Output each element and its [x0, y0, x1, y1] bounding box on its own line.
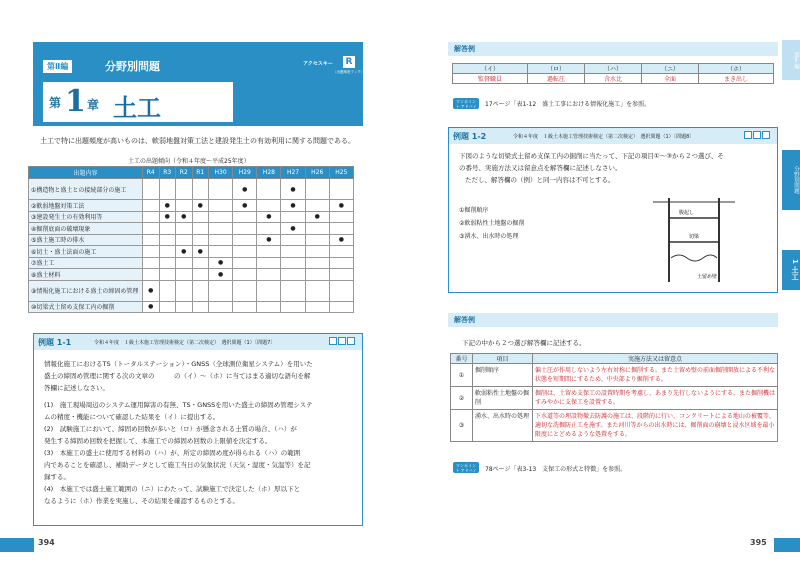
measures-table — [450, 353, 778, 442]
example-item: ②軟弱粘性土地盤の掘削 — [459, 220, 525, 227]
example-line: (2) 試験施工において、締固め回数が多いと（ロ）が懸念される土質の場合、（ハ）が — [44, 425, 297, 433]
table-cell — [192, 179, 209, 200]
row-label: ⑧盛土材料 — [29, 269, 143, 281]
table-cell: 軟弱粘性土地盤の掘削 — [473, 387, 533, 410]
example-label: 例題 1-1 — [38, 338, 72, 347]
table-cell: 掘削順序 — [473, 364, 533, 387]
table-caption: 土工の出題傾向（令和４年度～平成25年度） — [128, 158, 250, 165]
intro-text: 土工で特に出題頻度が高いものは、軟弱地盤対策工法と建設発生土の有効利用に関する問題である。 — [40, 137, 355, 145]
chapter-heading — [43, 82, 233, 122]
table-cell: ● — [159, 200, 176, 212]
example-line: 情報化施工におけるTS（トータルステーション）・GNSS（全球測位衛星システム）を用いた — [44, 360, 313, 368]
table-cell — [281, 211, 305, 223]
table-cell: ● — [257, 211, 281, 223]
part-tag: 第Ⅱ編 — [43, 60, 72, 73]
example-body — [44, 358, 354, 507]
table-cell: 湧水、出水時の処理 — [473, 410, 533, 442]
table-cell — [209, 280, 233, 301]
table-cell — [305, 280, 329, 301]
table-cell — [329, 257, 353, 269]
table-cell — [192, 280, 209, 301]
answer-head: （イ） — [453, 64, 528, 74]
table-cell: 偏土圧が作用しないよう左右対称に掘削する。また土留め壁の前面掘削開放による不利な状態を短期間にするため、中央部より掘削する。 — [533, 364, 778, 387]
table-cell — [305, 179, 329, 200]
table-cell — [159, 301, 176, 313]
table-cell — [209, 179, 233, 200]
table-cell — [209, 223, 233, 235]
table-cell: ● — [192, 246, 209, 258]
check-box[interactable] — [762, 131, 770, 139]
table-cell — [159, 269, 176, 281]
column-header-year: H29 — [233, 167, 257, 179]
check-box[interactable] — [753, 131, 761, 139]
table-cell — [159, 257, 176, 269]
table-cell — [305, 223, 329, 235]
table-row — [451, 410, 778, 442]
side-index-chapter: 1 土工 — [782, 250, 800, 290]
table-cell — [192, 234, 209, 246]
table-cell — [176, 179, 193, 200]
table-cell — [209, 246, 233, 258]
table-cell — [329, 301, 353, 313]
example-meta: 令和４年度 １級土木施工管理技術検定（第二次検定） 選択問題（1）〔問題8〕 — [513, 134, 695, 140]
table-cell — [257, 200, 281, 212]
example-meta: 令和４年度 １級土木施工管理技術検定（第二次検定） 選択問題（1）〔問題7〕 — [94, 340, 276, 346]
table-cell — [257, 179, 281, 200]
example-line: (3) 本施工の盛土に使用する材料の（ハ）が、所定の締固め度が得られる（ハ）の範囲 — [44, 449, 301, 457]
table-cell — [257, 246, 281, 258]
example-line: 発生する締固め回数を把握して、本施工での締固め回数の上限値を決定する。 — [44, 437, 272, 445]
column-header-year: R4 — [143, 167, 160, 179]
table-cell — [143, 234, 160, 246]
answer-head: （ロ） — [527, 64, 584, 74]
table-cell — [305, 200, 329, 212]
table-row — [29, 200, 354, 212]
example-line: (1) 施工現場周辺のシステム運用障害の有無、TS・GNSSを用いた盛土の締固め管理システ — [44, 401, 313, 409]
table-cell: 掘削は、土留め支保工の設置時期を考慮し、あまり先行しないようにする。また掘削機はすみやかに支保工を設置する。 — [533, 387, 778, 410]
column-header-year: R1 — [192, 167, 209, 179]
check-box[interactable] — [338, 337, 346, 345]
table-cell — [233, 280, 257, 301]
answer-intro: 下記の中から２つ選び解答欄に記述する。 — [462, 339, 586, 347]
table-cell — [233, 234, 257, 246]
table-cell — [176, 269, 193, 281]
example-item: ①掘削順序 — [459, 207, 489, 214]
example-line: 内であることを確認し、補助データとして施工当日の気象状況（天気・湿度・気温等）を記 — [44, 461, 311, 469]
checkboxes — [743, 131, 770, 141]
row-label: ⑤盛土施工時の排水 — [29, 234, 143, 246]
answer-heads — [453, 64, 774, 74]
row-label: ③建設発生土の有効利用等 — [29, 211, 143, 223]
table-cell — [329, 246, 353, 258]
table-header-row — [29, 167, 354, 179]
table-cell — [192, 269, 209, 281]
part-title: 分野別問題 — [105, 60, 160, 73]
table-row — [29, 223, 354, 235]
answer-header — [448, 313, 778, 327]
page-number-bar — [0, 538, 34, 552]
chapter-dai: 第 — [49, 96, 62, 110]
table-cell: ② — [451, 387, 473, 410]
table-cell — [281, 257, 305, 269]
table-cell: ● — [329, 200, 353, 212]
table-cell — [159, 234, 176, 246]
example-line: ただし、解答欄の（例）と同一内容は不可とする。 — [465, 176, 615, 184]
side-index-section: 分野別問題 — [782, 150, 800, 210]
answer-head: （ホ） — [698, 64, 773, 74]
table-cell — [143, 269, 160, 281]
table-cell: ● — [143, 280, 160, 301]
table-cell: ● — [329, 234, 353, 246]
column-header: 番号 — [451, 354, 473, 364]
example-line: 下図のような切梁式土留め支保工内の掘削に当たって、下記の項目①～③から２つ選び、そ — [459, 152, 724, 160]
table-row — [451, 364, 778, 387]
chapter-title: 土工 — [113, 94, 161, 122]
page-number: 395 — [750, 538, 767, 547]
table-cell — [305, 257, 329, 269]
answer-value: 含水比 — [584, 74, 641, 84]
table-cell — [233, 269, 257, 281]
table-cell — [176, 257, 193, 269]
table-cell — [281, 280, 305, 301]
table-cell — [192, 211, 209, 223]
answer-value: まき出し — [698, 74, 773, 84]
table-cell — [233, 301, 257, 313]
excavation-bottom — [671, 255, 717, 261]
table-cell — [305, 269, 329, 281]
row-label: ①構造物と盛土との接続部分の施工 — [29, 179, 143, 200]
column-header-year: H28 — [257, 167, 281, 179]
row-label: ④掘削底面の破壊現象 — [29, 223, 143, 235]
column-header-year: R3 — [159, 167, 176, 179]
table-cell — [305, 301, 329, 313]
example-line: の番号、実施方法又は留意点を解答欄に記述しなさい。 — [459, 164, 622, 172]
table-cell — [329, 211, 353, 223]
table-row — [29, 179, 354, 200]
example-item: ③湧水、出水時の処理 — [459, 233, 519, 240]
onepoint-text: 17ページ「表1-12 盛土工事における情報化施工」を参照。 — [485, 101, 651, 108]
column-header: 項目 — [473, 354, 533, 364]
table-cell — [233, 223, 257, 235]
example-header — [449, 128, 777, 144]
example-1-2-box — [448, 127, 778, 293]
onepoint-badge: ワンポイント アドバイス — [453, 98, 479, 109]
diagram-label: 土留め壁 — [697, 274, 718, 280]
answer-value: 監督職員 — [453, 74, 528, 84]
table-cell: ● — [281, 223, 305, 235]
table-cell: ● — [176, 211, 193, 223]
side-index-part: 第Ⅱ編 — [782, 40, 800, 80]
table-cell — [257, 301, 281, 313]
table-cell — [233, 211, 257, 223]
table-cell — [209, 211, 233, 223]
row-label: ⑦盛土工 — [29, 257, 143, 269]
check-box[interactable] — [347, 337, 355, 345]
table-cell — [329, 179, 353, 200]
diagram-label: 腹起し — [679, 210, 695, 216]
table-cell: ● — [209, 269, 233, 281]
table-cell — [159, 280, 176, 301]
table-cell — [329, 223, 353, 235]
column-header-year: R2 — [176, 167, 193, 179]
table-row — [29, 257, 354, 269]
table-cell: ● — [143, 301, 160, 313]
access-key-label: アクセスキー — [303, 61, 333, 67]
table-cell — [281, 234, 305, 246]
table-cell: ● — [192, 200, 209, 212]
answer-head: （ハ） — [584, 64, 641, 74]
table-cell — [159, 223, 176, 235]
table-cell — [159, 179, 176, 200]
table-row — [29, 234, 354, 246]
table-cell — [143, 200, 160, 212]
access-rank-sub: （出題頻度ランク） — [333, 70, 365, 74]
column-header: 実施方法又は留意点 — [533, 354, 778, 364]
row-label: ⑨情報化施工における盛土の締固め管理 — [29, 280, 143, 301]
column-header-topic: 出題内容 — [29, 167, 143, 179]
table-cell — [329, 280, 353, 301]
example-items — [459, 204, 524, 243]
table-cell — [257, 280, 281, 301]
example-line: 答欄に記述しなさい。 — [44, 384, 109, 392]
answer-header — [448, 42, 778, 56]
table-row — [29, 280, 354, 301]
table-cell — [143, 211, 160, 223]
table-cell — [176, 280, 193, 301]
example-label: 例題 1-2 — [453, 132, 487, 141]
table-row — [29, 211, 354, 223]
table-cell — [192, 223, 209, 235]
table-cell: ● — [233, 179, 257, 200]
shoring-diagram — [649, 190, 739, 285]
row-label: ②軟弱地盤対策工法 — [29, 200, 143, 212]
table-cell: ● — [281, 179, 305, 200]
example-body — [459, 150, 769, 186]
frequency-table — [28, 166, 354, 313]
table-header-row — [451, 354, 778, 364]
answer-value: 過転圧 — [527, 74, 584, 84]
answer-label: 解答例 — [454, 316, 475, 324]
table-cell: ● — [176, 246, 193, 258]
example-line: (4) 本施工では盛土施工範囲の（ニ）にわたって、試験施工で決定した（ホ）厚以下と — [44, 485, 301, 493]
column-header-year: H25 — [329, 167, 353, 179]
check-box[interactable] — [329, 337, 337, 345]
example-line: なるように（ホ）作業を実施し、その結果を確認するものとする。 — [44, 497, 239, 505]
example-header — [34, 334, 362, 350]
table-cell — [257, 269, 281, 281]
table-cell: ① — [451, 364, 473, 387]
column-header-year: H27 — [281, 167, 305, 179]
table-cell: ● — [233, 200, 257, 212]
diagram-label: 切梁 — [689, 234, 700, 240]
table-cell — [159, 246, 176, 258]
chapter-banner — [33, 42, 363, 126]
page-number-bar — [774, 538, 800, 552]
table-row — [29, 269, 354, 281]
table-cell: ● — [281, 200, 305, 212]
table-cell — [281, 301, 305, 313]
table-cell — [143, 246, 160, 258]
table-cell — [176, 301, 193, 313]
table-cell — [143, 179, 160, 200]
table-cell — [209, 200, 233, 212]
table-cell — [329, 269, 353, 281]
example-line: 盛土の締固め管理に関する次の文章の の（イ）～（ホ）に当てはまる適切な語句を解 — [44, 372, 311, 380]
example-line: ムの精度・機能について確認した結果を（イ）に提出する。 — [44, 413, 220, 421]
table-cell — [257, 223, 281, 235]
onepoint-text: 78ページ「表3-13 支保工の形式と特徴」を参照。 — [485, 466, 627, 473]
answer-label: 解答例 — [454, 45, 475, 53]
checkboxes — [328, 337, 355, 347]
answer-head: （ニ） — [641, 64, 698, 74]
table-cell — [143, 223, 160, 235]
answer-values — [453, 74, 774, 84]
table-cell — [176, 234, 193, 246]
table-cell: 下水道等の埋設物撤去防護の施工は、段階的に行い、コンクリートによる地山の被覆等、適切な洗掘防止工を施す。また河川等からの出水時には、掘削面の崩壊と浸水区域を最小限度にとどめるような処置をする。 — [533, 410, 778, 442]
table-cell — [209, 234, 233, 246]
row-label: ⑩切梁式土留め支保工内の掘削 — [29, 301, 143, 313]
table-cell — [233, 257, 257, 269]
table-cell — [176, 223, 193, 235]
table-cell — [176, 200, 193, 212]
table-cell: ● — [257, 234, 281, 246]
table-cell — [192, 257, 209, 269]
page-number: 394 — [38, 538, 55, 547]
table-row — [451, 387, 778, 410]
table-row — [29, 246, 354, 258]
chapter-number: 1 — [65, 84, 86, 119]
table-cell: ● — [209, 257, 233, 269]
onepoint-badge: ワンポイント アドバイス — [453, 462, 479, 473]
table-cell — [281, 246, 305, 258]
table-cell — [233, 246, 257, 258]
check-box[interactable] — [744, 131, 752, 139]
table-cell: ● — [159, 211, 176, 223]
column-header-year: H30 — [209, 167, 233, 179]
example-1-1-box — [33, 333, 363, 526]
table-cell — [281, 269, 305, 281]
column-header-year: H26 — [305, 167, 329, 179]
table-cell — [192, 301, 209, 313]
example-line: 録する。 — [44, 473, 70, 481]
table-cell: ● — [305, 211, 329, 223]
table-cell — [257, 257, 281, 269]
answer-table — [452, 63, 774, 84]
chapter-sho: 章 — [87, 98, 100, 112]
table-cell — [143, 257, 160, 269]
table-cell — [305, 246, 329, 258]
access-rank-badge: R — [343, 56, 355, 68]
table-cell — [209, 301, 233, 313]
row-label: ⑥切土・盛土法面の施工 — [29, 246, 143, 258]
answer-value: 全面 — [641, 74, 698, 84]
table-cell: ③ — [451, 410, 473, 442]
table-cell — [305, 234, 329, 246]
table-row — [29, 301, 354, 313]
